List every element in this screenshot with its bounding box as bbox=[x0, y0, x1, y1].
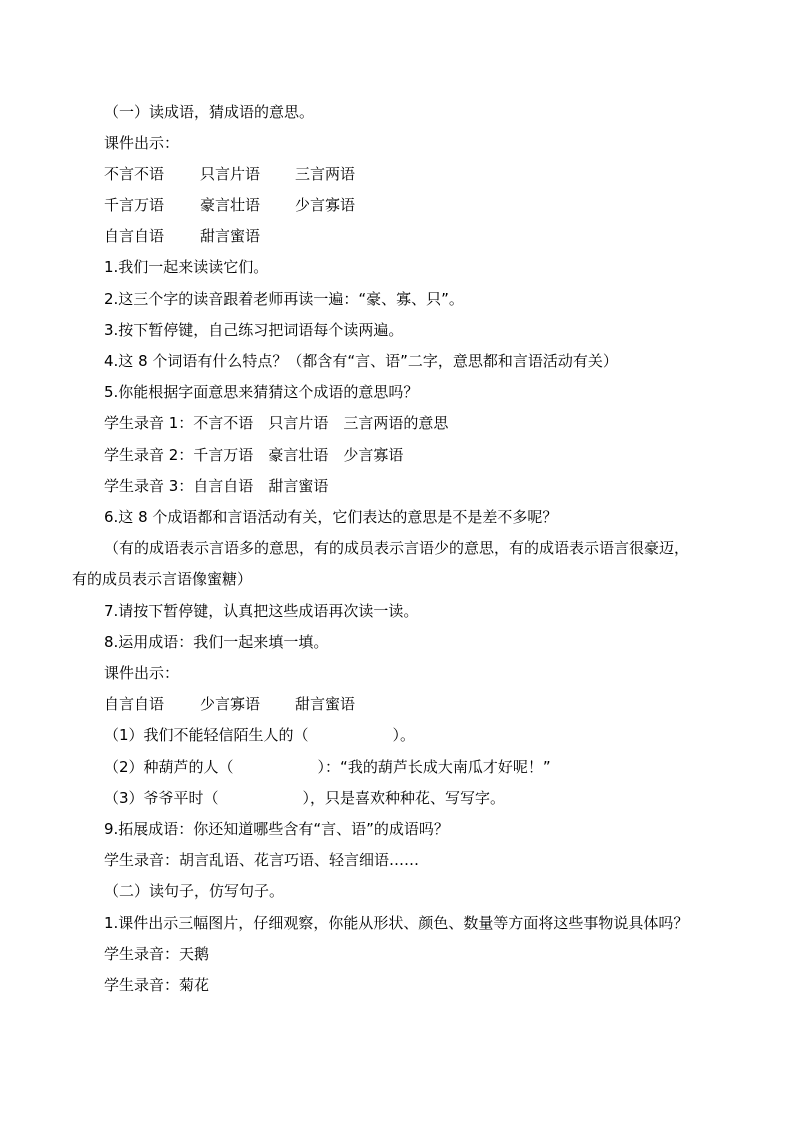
fill-item-text: （1）我们不能轻信陌生人的（ bbox=[104, 726, 309, 744]
step-1: 1.我们一起来读读它们。 bbox=[104, 258, 269, 276]
idiom-item: 甜言蜜语 bbox=[295, 695, 356, 713]
fill-item-3 bbox=[104, 788, 505, 808]
idiom-item: 少言寡语 bbox=[295, 196, 356, 214]
step-6: 6.这 8 个成语都和言语活动有关，它们表达的意思是不是差不多呢？ bbox=[104, 508, 558, 526]
step-7: 7.请按下暂停键，认真把这些成语再次读一读。 bbox=[104, 602, 419, 620]
section2-heading: （二）读句子，仿写句子。 bbox=[104, 882, 285, 900]
fill-item-text: ），只是喜欢种种花、写写字。 bbox=[302, 789, 506, 807]
courseware-label: 课件出示： bbox=[104, 134, 180, 152]
section2-recording-1: 学生录音：天鹅 bbox=[104, 945, 210, 963]
student-recording-3: 学生录音 3：自言自语 甜言蜜语 bbox=[104, 477, 329, 495]
section1-heading: （一）读成语，猜成语的意思。 bbox=[104, 103, 315, 121]
idiom-item: 自言自语 bbox=[104, 695, 165, 713]
idiom-item: 千言万语 bbox=[104, 196, 165, 214]
fill-item-text: ）：“我的葫芦长成大南瓜才好呢！” bbox=[317, 758, 551, 776]
step-2: 2.这三个字的读音跟着老师再读一遍：“豪、寡、只”。 bbox=[104, 290, 464, 308]
step-8: 8.运用成语：我们一起来填一填。 bbox=[104, 633, 329, 651]
fill-item-text: （3）爷爷平时（ bbox=[104, 789, 219, 807]
fill-item-text: ）。 bbox=[392, 726, 416, 744]
courseware-label-2: 课件出示： bbox=[104, 664, 180, 682]
idiom-item: 三言两语 bbox=[295, 165, 356, 183]
idiom-item: 豪言壮语 bbox=[200, 196, 261, 214]
fill-item-text: （2）种葫芦的人（ bbox=[104, 758, 234, 776]
step-4: 4.这 8 个词语有什么特点？（都含有“言、语”二字，意思都和言语活动有关） bbox=[104, 352, 618, 370]
section2-step-1: 1.课件出示三幅图片，仔细观察，你能从形状、颜色、数量等方面将这些事物说具体吗？ bbox=[104, 914, 689, 932]
step-5: 5.你能根据字面意思来猜猜这个成语的意思吗？ bbox=[104, 383, 419, 401]
step-9-recording: 学生录音：胡言乱语、花言巧语、轻言细语…… bbox=[104, 851, 420, 869]
student-recording-2: 学生录音 2：千言万语 豪言壮语 少言寡语 bbox=[104, 446, 404, 464]
step-3: 3.按下暂停键，自己练习把词语每个读两遍。 bbox=[104, 321, 404, 339]
student-recording-1: 学生录音 1：不言不语 只言片语 三言两语的意思 bbox=[104, 414, 449, 432]
idiom-item: 少言寡语 bbox=[200, 695, 261, 713]
fill-item-1 bbox=[104, 725, 415, 745]
idiom-item: 不言不语 bbox=[104, 165, 165, 183]
step-9: 9.拓展成语：你还知道哪些含有“言、语”的成语吗？ bbox=[104, 820, 449, 838]
idiom-item: 自言自语 bbox=[104, 227, 165, 245]
explanation-line-1: （有的成语表示言语多的意思，有的成员表示言语少的意思，有的成语表示语言很豪迈， bbox=[104, 539, 690, 557]
idiom-item: 甜言蜜语 bbox=[200, 227, 261, 245]
idiom-item: 只言片语 bbox=[200, 165, 261, 183]
section2-recording-2: 学生录音：菊花 bbox=[104, 976, 210, 994]
explanation-line-2: 有的成员表示言语像蜜糖） bbox=[72, 570, 253, 588]
fill-item-2 bbox=[104, 757, 551, 777]
